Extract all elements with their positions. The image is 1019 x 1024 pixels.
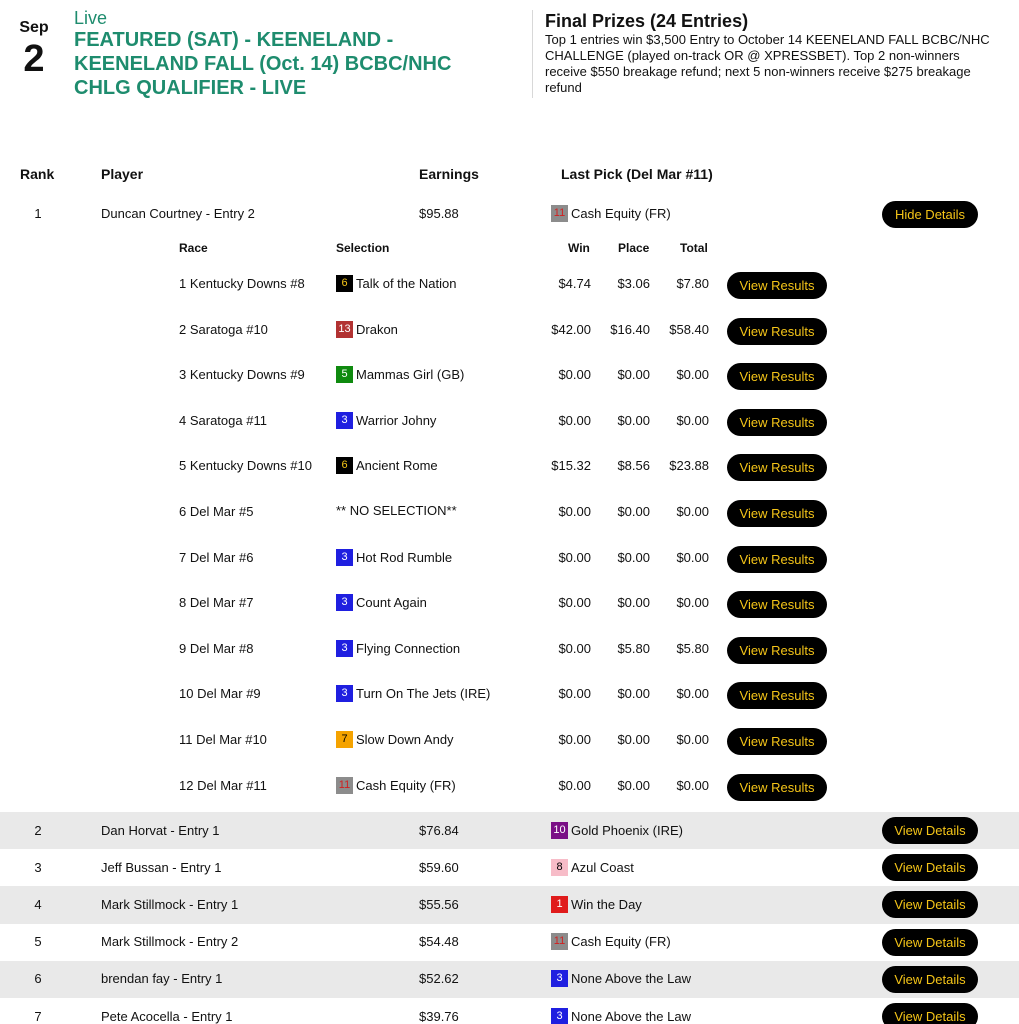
player-name: Duncan Courtney - Entry 2 xyxy=(101,206,255,221)
last-pick xyxy=(551,933,671,950)
detail-win: $0.00 xyxy=(558,777,591,793)
col-last-pick: Last Pick (Del Mar #11) xyxy=(561,166,713,182)
leaderboard-row xyxy=(0,924,1019,961)
detail-selection xyxy=(336,549,452,566)
last-pick xyxy=(551,859,634,876)
detail-win: $0.00 xyxy=(558,504,591,519)
detail-row xyxy=(0,491,1019,537)
col-rank: Rank xyxy=(20,166,55,182)
earnings-cell: $54.48 xyxy=(419,934,459,950)
rank-cell: 4 xyxy=(34,896,42,912)
detail-total: $5.80 xyxy=(676,640,709,656)
player-name: Jeff Bussan - Entry 1 xyxy=(101,859,222,875)
leaderboard-header xyxy=(0,166,1019,186)
detail-total: $0.00 xyxy=(676,504,709,519)
detail-row xyxy=(0,400,1019,446)
detail-row xyxy=(0,582,1019,628)
view-results-button[interactable]: View Results xyxy=(727,637,827,664)
last-pick xyxy=(551,205,671,222)
view-results-button[interactable]: View Results xyxy=(727,591,827,618)
program-number-badge: 13 xyxy=(336,321,353,338)
col-earnings: Earnings xyxy=(419,166,479,182)
contest-title-block xyxy=(74,8,474,100)
detail-place: $0.00 xyxy=(617,686,650,702)
detail-win: $0.00 xyxy=(558,367,591,383)
header-divider xyxy=(532,10,533,98)
earnings-cell: $55.56 xyxy=(419,896,459,912)
detail-total: $0.00 xyxy=(676,367,709,383)
view-results-button[interactable]: View Results xyxy=(727,454,827,481)
detail-race: 10 Del Mar #9 xyxy=(179,686,261,702)
player-name: brendan fay - Entry 1 xyxy=(101,971,223,987)
last-pick-name: Azul Coast xyxy=(571,859,634,875)
detail-win: $0.00 xyxy=(558,640,591,656)
last-pick xyxy=(551,1008,691,1024)
detail-row xyxy=(0,263,1019,309)
view-results-button[interactable]: View Results xyxy=(727,728,827,755)
detail-win: $0.00 xyxy=(558,549,591,565)
selection-name: Talk of the Nation xyxy=(356,276,457,291)
last-pick-name: Gold Phoenix (IRE) xyxy=(571,822,683,838)
selection-name: Warrior Johny xyxy=(356,412,437,428)
col-player: Player xyxy=(101,166,144,182)
detail-race: 3 Kentucky Downs #9 xyxy=(179,367,305,383)
detail-col-place: Place xyxy=(618,241,650,255)
detail-col-selection: Selection xyxy=(336,241,390,255)
leaderboard-row xyxy=(0,998,1019,1024)
selection-name: ** NO SELECTION** xyxy=(336,503,457,518)
rank-cell: 1 xyxy=(34,206,42,221)
detail-place: $0.00 xyxy=(617,777,650,793)
selection-name: Drakon xyxy=(356,321,398,337)
detail-win: $0.00 xyxy=(558,412,591,428)
program-number-badge: 3 xyxy=(336,685,353,702)
earnings-cell: $39.76 xyxy=(419,1008,459,1024)
detail-race: 11 Del Mar #10 xyxy=(179,732,267,747)
detail-place: $3.06 xyxy=(617,276,650,291)
rank-cell: 3 xyxy=(34,859,42,875)
rank-cell: 7 xyxy=(34,1008,42,1024)
program-number-badge: 3 xyxy=(551,1008,568,1024)
earnings-cell: $52.62 xyxy=(419,971,459,987)
player-name: Mark Stillmock - Entry 1 xyxy=(101,896,239,912)
selection-name: Count Again xyxy=(356,595,427,611)
selection-name: Mammas Girl (GB) xyxy=(356,367,465,383)
leaderboard-row xyxy=(0,886,1019,923)
rank-cell: 6 xyxy=(34,971,42,987)
detail-row xyxy=(0,309,1019,355)
program-number-badge: 3 xyxy=(336,640,353,657)
detail-place: $0.00 xyxy=(617,412,650,428)
prizes-description: Top 1 entries win $3,500 Entry to October 14 KEENELAND FALL BCBC/NHC CHALLENGE (played on-track OR @ XPRESSBET). Top 2 non-winners receive $550 breakage refund; next 5 non-winners receive $275 breakage refund xyxy=(545,32,990,95)
detail-col-total: Total xyxy=(680,241,708,255)
contest-title: FEATURED (SAT) - KEENELAND - KEENELAND FALL (Oct. 14) BCBC/NHC CHLG QUALIFIER - LIVE xyxy=(74,29,452,99)
detail-col-win: Win xyxy=(568,241,590,255)
detail-race: 12 Del Mar #11 xyxy=(179,777,267,793)
program-number-badge: 11 xyxy=(551,933,568,950)
detail-place: $0.00 xyxy=(617,549,650,565)
player-name: Dan Horvat - Entry 1 xyxy=(101,822,220,838)
leaderboard-row xyxy=(0,849,1019,886)
selection-name: Slow Down Andy xyxy=(356,732,454,747)
detail-race: 2 Saratoga #10 xyxy=(179,321,268,337)
detail-row xyxy=(0,445,1019,491)
rank-cell: 5 xyxy=(34,934,42,950)
last-pick xyxy=(551,970,691,987)
detail-selection xyxy=(336,731,454,748)
program-number-badge: 7 xyxy=(336,731,353,748)
detail-place: $0.00 xyxy=(617,732,650,747)
view-details-button[interactable]: View Details xyxy=(882,1003,978,1024)
program-number-badge: 8 xyxy=(551,859,568,876)
detail-total: $0.00 xyxy=(676,412,709,428)
detail-race: 5 Kentucky Downs #10 xyxy=(179,458,312,474)
detail-row xyxy=(0,537,1019,583)
detail-total: $7.80 xyxy=(676,276,709,291)
detail-race: 8 Del Mar #7 xyxy=(179,595,254,611)
detail-selection xyxy=(336,412,436,429)
program-number-badge: 3 xyxy=(551,970,568,987)
view-details-button[interactable]: View Details xyxy=(882,817,978,844)
last-pick-name: None Above the Law xyxy=(571,1008,691,1024)
detail-col-race: Race xyxy=(179,241,208,255)
earnings-cell: $95.88 xyxy=(419,206,459,221)
hide-details-button[interactable]: Hide Details xyxy=(882,201,978,228)
event-day: 2 xyxy=(23,38,45,80)
program-number-badge: 3 xyxy=(336,412,353,429)
player-name: Mark Stillmock - Entry 2 xyxy=(101,934,239,950)
program-number-badge: 6 xyxy=(336,275,353,292)
detail-place: $0.00 xyxy=(617,504,650,519)
last-pick xyxy=(551,896,642,913)
selection-name: Ancient Rome xyxy=(356,458,438,474)
view-results-button[interactable]: View Results xyxy=(727,774,827,801)
detail-selection xyxy=(336,321,398,338)
last-pick-name: Cash Equity (FR) xyxy=(571,206,671,221)
event-date xyxy=(14,18,54,80)
leaderboard-row xyxy=(0,199,1019,229)
program-number-badge: 1 xyxy=(551,896,568,913)
view-details-button[interactable]: View Details xyxy=(882,929,978,956)
program-number-badge: 10 xyxy=(551,822,568,839)
last-pick-name: Win the Day xyxy=(571,896,642,912)
detail-total: $23.88 xyxy=(669,458,709,474)
detail-selection xyxy=(336,275,456,292)
detail-race: 4 Saratoga #11 xyxy=(179,412,267,428)
detail-total: $0.00 xyxy=(676,777,709,793)
view-details-button[interactable]: View Details xyxy=(882,854,978,881)
view-details-button[interactable]: View Details xyxy=(882,966,978,993)
detail-race: 7 Del Mar #6 xyxy=(179,549,254,565)
detail-total: $0.00 xyxy=(676,732,709,747)
detail-row xyxy=(0,719,1019,765)
detail-total: $58.40 xyxy=(669,321,709,337)
view-details-button[interactable]: View Details xyxy=(882,891,978,918)
view-results-button[interactable]: View Results xyxy=(727,409,827,436)
leaderboard-row xyxy=(0,961,1019,998)
detail-place: $8.56 xyxy=(617,458,650,474)
detail-place: $0.00 xyxy=(617,367,650,383)
program-number-badge: 3 xyxy=(336,549,353,566)
program-number-badge: 3 xyxy=(336,594,353,611)
prizes-title: Final Prizes (24 Entries) xyxy=(545,11,749,31)
rank-cell: 2 xyxy=(34,822,42,838)
selection-name: Cash Equity (FR) xyxy=(356,777,456,793)
leaderboard-row xyxy=(0,812,1019,849)
program-number-badge: 11 xyxy=(336,777,353,794)
earnings-cell: $59.60 xyxy=(419,859,459,875)
selection-name: Hot Rod Rumble xyxy=(356,549,453,565)
detail-place: $0.00 xyxy=(617,595,650,611)
detail-total: $0.00 xyxy=(676,686,709,702)
detail-total: $0.00 xyxy=(676,595,709,611)
detail-win: $42.00 xyxy=(551,321,591,337)
detail-win: $0.00 xyxy=(558,732,591,747)
view-results-button[interactable]: View Results xyxy=(727,363,827,390)
detail-place: $16.40 xyxy=(610,321,650,337)
view-results-button[interactable]: View Results xyxy=(727,546,827,573)
program-number-badge: 11 xyxy=(551,205,568,222)
detail-row xyxy=(0,354,1019,400)
detail-race: 1 Kentucky Downs #8 xyxy=(179,276,305,291)
detail-selection xyxy=(336,503,457,518)
view-results-button[interactable]: View Results xyxy=(727,272,827,299)
selection-name: Turn On The Jets (IRE) xyxy=(356,686,491,702)
contest-status: Live xyxy=(74,8,108,28)
program-number-badge: 5 xyxy=(336,366,353,383)
view-results-button[interactable]: View Results xyxy=(727,682,827,709)
detail-selection xyxy=(336,457,438,474)
detail-win: $0.00 xyxy=(558,595,591,611)
detail-total: $0.00 xyxy=(676,549,709,565)
detail-row xyxy=(0,673,1019,719)
selection-name: Flying Connection xyxy=(356,640,461,656)
event-month: Sep xyxy=(19,19,49,36)
program-number-badge: 6 xyxy=(336,457,353,474)
view-results-button[interactable]: View Results xyxy=(727,318,827,345)
last-pick-name: Cash Equity (FR) xyxy=(571,934,671,950)
detail-race: 9 Del Mar #8 xyxy=(179,640,254,656)
player-name: Pete Acocella - Entry 1 xyxy=(101,1008,233,1024)
detail-selection xyxy=(336,685,490,702)
detail-selection xyxy=(336,594,427,611)
detail-selection xyxy=(336,640,460,657)
view-results-button[interactable]: View Results xyxy=(727,500,827,527)
earnings-cell: $76.84 xyxy=(419,822,459,838)
detail-win: $4.74 xyxy=(558,276,591,291)
detail-win: $0.00 xyxy=(558,686,591,702)
last-pick-name: None Above the Law xyxy=(571,971,691,987)
detail-row xyxy=(0,765,1019,811)
detail-row xyxy=(0,628,1019,674)
prizes-block xyxy=(545,10,1005,96)
last-pick xyxy=(551,822,683,839)
detail-win: $15.32 xyxy=(551,458,591,474)
detail-selection xyxy=(336,777,456,794)
detail-place: $5.80 xyxy=(617,640,650,656)
detail-selection xyxy=(336,366,464,383)
detail-race: 6 Del Mar #5 xyxy=(179,504,254,519)
